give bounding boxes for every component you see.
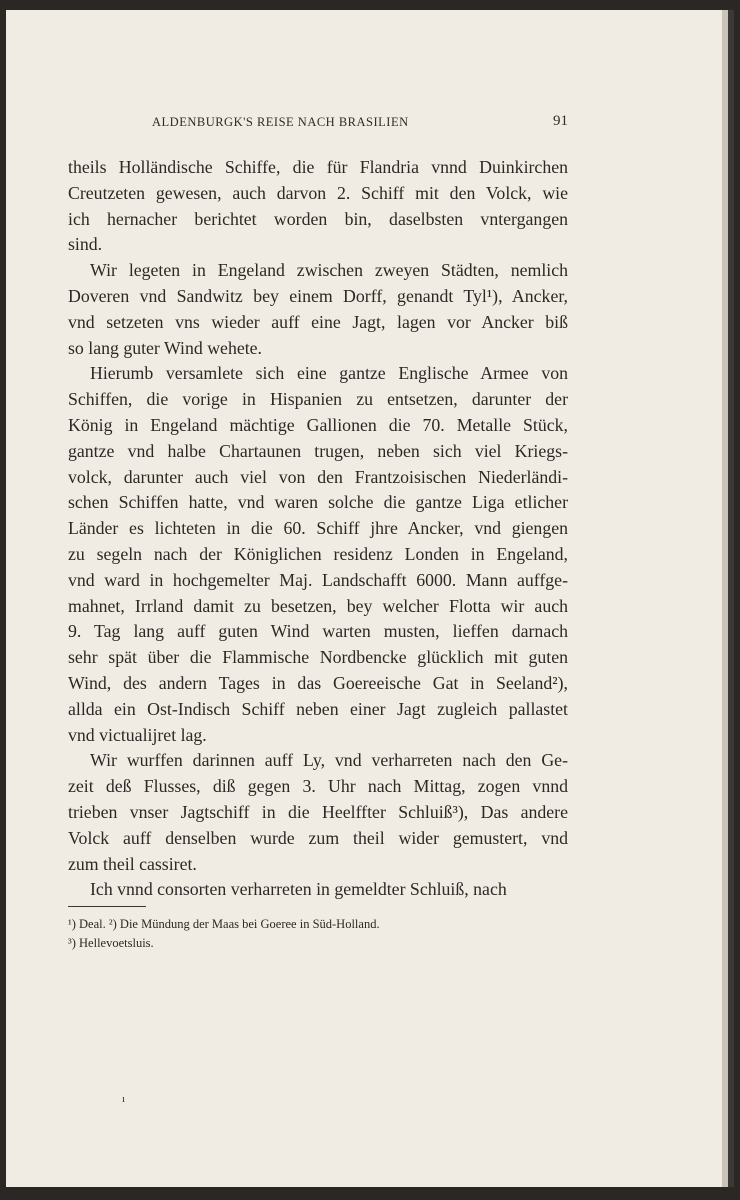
text-line: Doveren vnd Sandwitz bey einem Dorff, genandt Tyl¹), Ancker, [68, 285, 568, 306]
paragraph [68, 877, 568, 903]
text-line: volck, darunter auch viel von den Frantzoisischen Niederländi- [68, 466, 568, 487]
text-line: Wind, des andern Tages in das Goereeische Gat in Seeland²), [68, 672, 568, 693]
text-line: Hierumb versamlete sich eine gantze Englische Armee von [90, 363, 568, 384]
text-line: 9. Tag lang auff guten Wind warten musten, lieffen darnach [68, 621, 568, 642]
text-line: zum theil cassiret. [68, 853, 197, 874]
text-line: Creutzeten gewesen, auch darvon 2. Schiff mit den Volck, wie [68, 182, 568, 203]
text-line: gantze vnd halbe Chartaunen trugen, neben sich viel Kriegs- [68, 440, 568, 461]
footnote-line: ³) Hellevoetsluis. [68, 936, 154, 950]
text-line: vnd victualijret lag. [68, 724, 207, 745]
paragraph [68, 748, 568, 877]
text-line: zeit deß Flusses, diß gegen 3. Uhr nach Mittag, zogen vnnd [68, 776, 568, 797]
book-page [6, 10, 722, 1187]
running-title: ALDENBURGK'S REISE NACH BRASILIEN [152, 115, 409, 129]
text-line: König in Engeland mächtige Gallionen die 70. Metalle Stück, [68, 414, 568, 435]
stray-mark: ı [122, 1093, 126, 1105]
text-line: schen Schiffen hatte, vnd waren solche die gantze Liga etlicher [68, 492, 568, 513]
text-line: sehr spät über die Flammische Nordbencke glücklich mit guten [68, 647, 568, 668]
text-line: zu segeln nach der Königlichen residenz Londen in Engeland, [68, 543, 568, 564]
footnote-line: ¹) Deal. ²) Die Mündung der Maas bei Goeree in Süd-Holland. [68, 917, 380, 931]
paragraph [68, 361, 568, 748]
running-header [68, 113, 568, 135]
text-line: Volck auff denselben wurde zum theil wider gemustert, vnd [68, 827, 568, 848]
text-line: allda ein Ost-Indisch Schiff neben einer Jagt zugleich pallastet [68, 698, 568, 719]
text-line: Wir legeten in Engeland zwischen zweyen Städten, nemlich [90, 260, 568, 281]
text-line: vnd setzeten vns wieder auff eine Jagt, lagen vor Ancker biß [68, 311, 568, 332]
text-line: ich hernacher berichtet worden bin, daselbsten vntergangen [68, 208, 568, 229]
body-text [68, 155, 568, 903]
footnotes [68, 915, 568, 953]
text-line: Länder es lichteten in die 60. Schiff jhre Ancker, vnd giengen [68, 518, 568, 539]
text-line: Ich vnnd consorten verharreten in gemeldter Schluiß, nach [90, 879, 507, 900]
footnote-rule [68, 906, 146, 907]
text-line: so lang guter Wind wehete. [68, 337, 263, 358]
page-number: 91 [553, 113, 568, 129]
text-line: Schiffen, die vorige in Hispanien zu entsetzen, darunter der [68, 389, 568, 410]
text-line: trieben vnser Jagtschiff in die Heelffter Schluiß³), Das andere [68, 801, 568, 822]
paragraph [68, 155, 568, 258]
text-line: mahnet, Irrland damit zu besetzen, bey welcher Flotta wir auch [68, 595, 568, 616]
text-line: vnd ward in hochgemelter Maj. Landschafft 6000. Mann auffge- [68, 569, 568, 590]
paragraph [68, 258, 568, 361]
text-line: sind. [68, 234, 103, 255]
text-line: Wir wurffen darinnen auff Ly, vnd verharreten nach den Ge- [90, 750, 568, 771]
text-line: theils Holländische Schiffe, die für Flandria vnnd Duinkirchen [68, 157, 568, 177]
